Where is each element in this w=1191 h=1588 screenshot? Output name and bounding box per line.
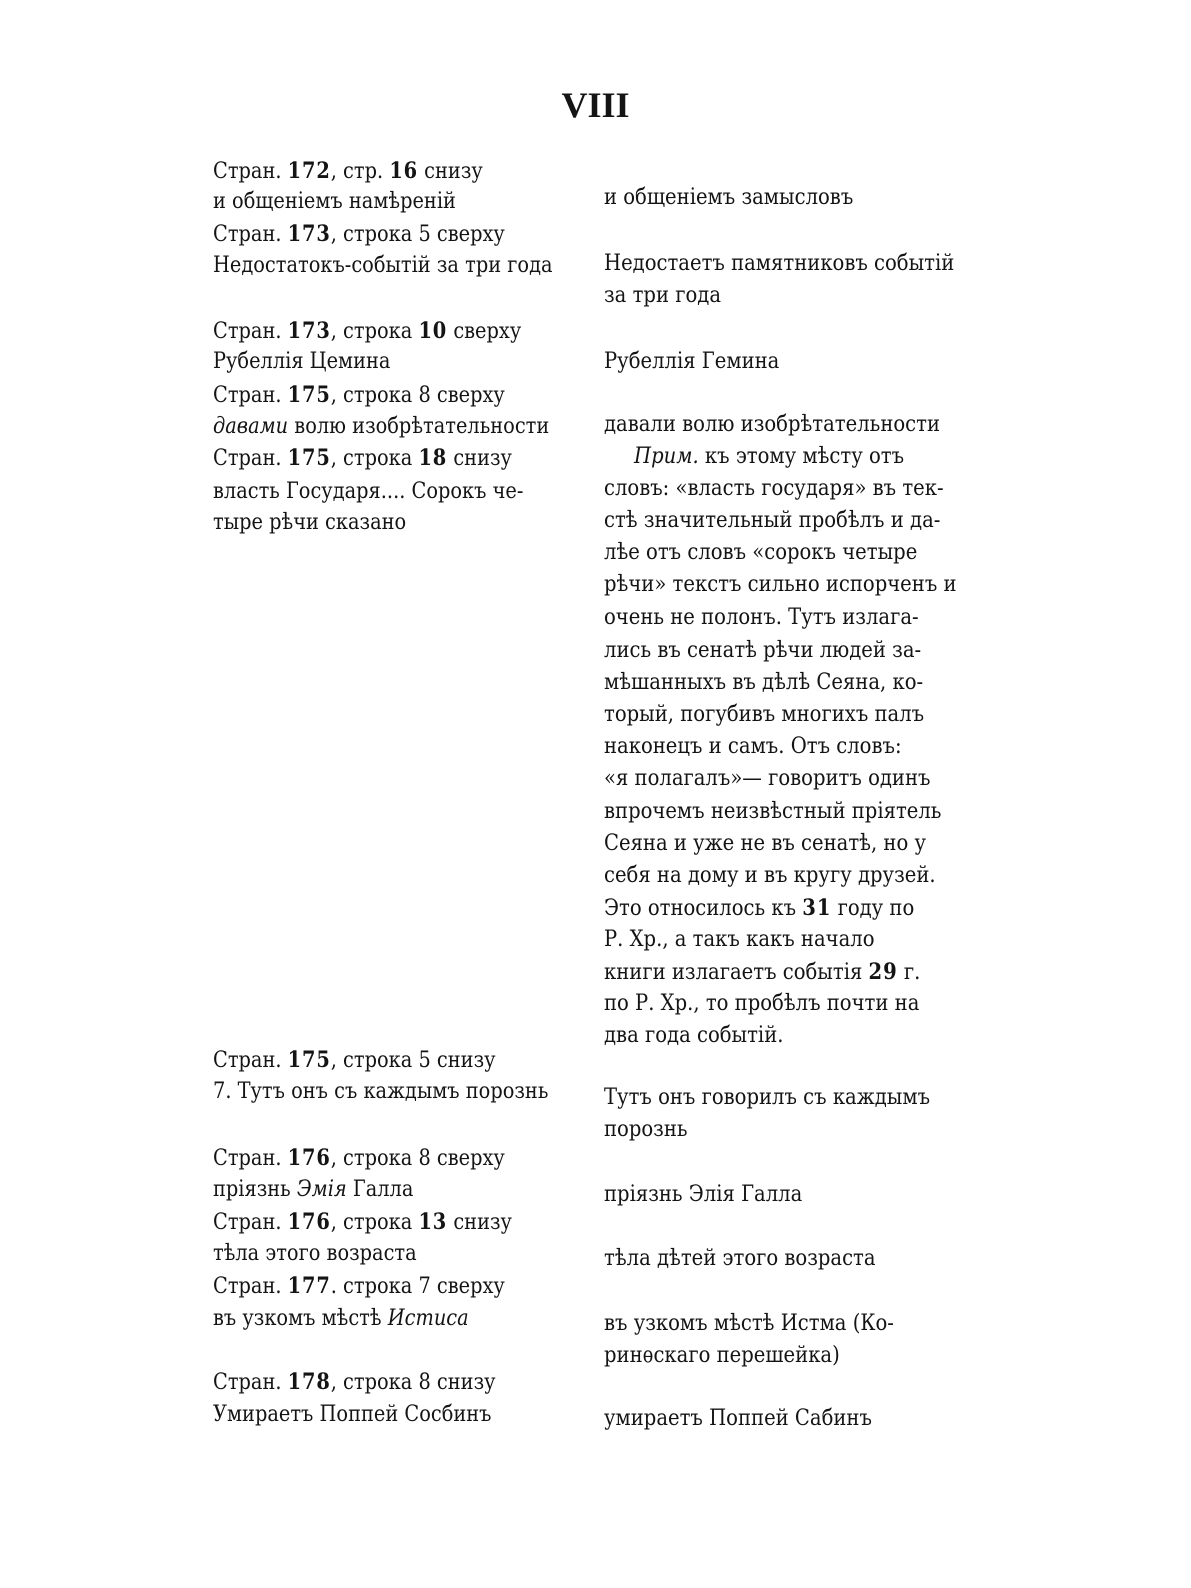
note-line: мѣшанныхъ въ дѣлѣ Сеяна, ко- xyxy=(604,670,924,695)
errata-printed-text: давами волю изобрѣтательности xyxy=(213,414,550,439)
errata-printed-text: тыре рѣчи сказано xyxy=(213,510,407,535)
errata-printed-text: пріязнь Эмія Галла xyxy=(213,1177,414,1202)
note-line: словъ: «власть государя» въ тек- xyxy=(604,476,944,501)
correction-line: ринѳскаго перешейка) xyxy=(604,1343,840,1368)
correction-line: Рубеллія Гемина xyxy=(604,349,780,374)
errata-ref-line: Стран. 178, строка 8 снизу xyxy=(213,1369,496,1395)
errata-ref-line: Стран. 177. строка 7 сверху xyxy=(213,1273,505,1299)
note-line: книги излагаетъ событія 29 г. xyxy=(604,959,921,985)
errata-ref-line: Стран. 173, строка 10 сверху xyxy=(213,318,522,344)
note-line: «я полагалъ»— говоритъ одинъ xyxy=(604,766,931,791)
note-line: лѣе отъ словъ «сорокъ четыре xyxy=(604,540,918,565)
errata-ref-line: Стран. 176, строка 13 снизу xyxy=(213,1209,512,1235)
errata-printed-text: Рубеллія Цемина xyxy=(213,349,391,374)
correction-line: за три года xyxy=(604,283,721,308)
correction-line: тѣла дѣтей этого возраста xyxy=(604,1246,876,1271)
note-line: рѣчи» текстъ сильно испорченъ и xyxy=(604,572,957,597)
note-line: по Р. Хр., то пробѣлъ почти на xyxy=(604,991,920,1016)
note-line: наконецъ и самъ. Отъ словъ: xyxy=(604,734,902,759)
note-line: стѣ значительный пробѣлъ и да- xyxy=(604,508,941,533)
errata-ref-line: Стран. 176, строка 8 сверху xyxy=(213,1145,505,1171)
note-line: себя на дому и въ кругу друзей. xyxy=(604,863,936,888)
errata-ref-line: Стран. 175, строка 8 сверху xyxy=(213,382,505,408)
correction-line: въ узкомъ мѣстѣ Истма (Ко- xyxy=(604,1311,894,1336)
errata-printed-text: 7. Тутъ онъ съ каждымъ порознь xyxy=(213,1079,549,1104)
correction-line: порознь xyxy=(604,1117,688,1142)
errata-ref-line: Стран. 172, стр. 16 снизу xyxy=(213,158,483,184)
errata-printed-text: Умираетъ Поппей Сосбинъ xyxy=(213,1402,492,1427)
correction-line: и общеніемъ замысловъ xyxy=(604,185,854,210)
errata-ref-line: Стран. 175, строка 18 снизу xyxy=(213,445,512,471)
correction-line: пріязнь Элія Галла xyxy=(604,1182,803,1207)
correction-line: давали волю изобрѣтательности xyxy=(604,412,941,437)
note-line: очень не полонъ. Тутъ излага- xyxy=(604,605,919,630)
errata-ref-line: Стран. 175, строка 5 снизу xyxy=(213,1047,496,1073)
note-line: Р. Хр., а такъ какъ начало xyxy=(604,927,875,952)
note-line: торый, погубивъ многихъ палъ xyxy=(604,702,925,727)
note-line: два года событій. xyxy=(604,1023,784,1048)
errata-printed-text: власть Государя.... Сорокъ че- xyxy=(213,479,524,504)
note-line: лись въ сенатѣ рѣчи людей за- xyxy=(604,638,922,663)
correction-line: Недостаетъ памятниковъ событій xyxy=(604,251,955,276)
correction-line: Тутъ онъ говорилъ съ каждымъ xyxy=(604,1085,931,1110)
note-line: впрочемъ неизвѣстный пріятель xyxy=(604,799,942,824)
errata-ref-line: Стран. 173, строка 5 сверху xyxy=(213,221,505,247)
errata-printed-text: въ узкомъ мѣстѣ Истиса xyxy=(213,1306,469,1331)
page-number: VIII xyxy=(561,85,630,125)
note-line: Это относилось къ 31 году по xyxy=(604,895,915,921)
correction-line: умираетъ Поппей Сабинъ xyxy=(604,1406,872,1431)
errata-printed-text: Недостатокъ-событій за три года xyxy=(213,253,553,278)
errata-printed-text: и общеніемъ намѣреній xyxy=(213,189,456,214)
note-line: Сеяна и уже не въ сенатѣ, но у xyxy=(604,831,926,856)
note-line: Прим. къ этому мѣсту отъ xyxy=(634,444,905,469)
errata-printed-text: тѣла этого возраста xyxy=(213,1241,417,1266)
